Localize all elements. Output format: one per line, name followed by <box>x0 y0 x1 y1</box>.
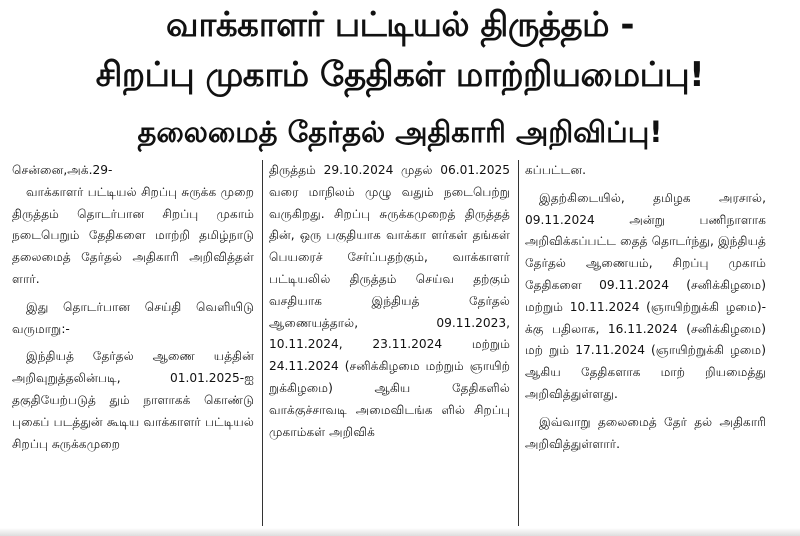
bottom-divider <box>0 528 800 536</box>
headline-line-2: சிறப்பு முகாம் தேதிகள் மாற்றியமைப்பு! <box>95 55 705 95</box>
paragraph: கப்பட்டன. <box>525 163 587 177</box>
article-body <box>6 160 796 526</box>
paragraph: வாக்காளர் பட்டியல் சிறப்பு சுருக்க முறை திருத்தம் தொடர்பான சிறப்பு முகாம் நடைபெறும் தேதிகளை மாற்றி தமிழ்நாடு தலைமைத் தேர்தல் அதிகாரி அறிவித்தள் ளார். <box>12 184 254 286</box>
column-3 <box>518 160 772 526</box>
subheadline: தலைமைத் தேர்தல் அதிகாரி அறிவிப்பு! <box>137 115 663 149</box>
column-2 <box>262 160 516 526</box>
paragraph: இவ்வாறு தலைமைத் தேர் தல் அதிகாரி அறிவித்துள்ளார். <box>525 414 766 451</box>
dateline: சென்னை,அக்.29- <box>12 163 113 177</box>
paragraph: இந்தியத் தேர்தல் ஆணை யத்தின் அறிவுறுத்தலின்படி, 01.01.2025-ஐ தகுதியேற்படுத் தும் நாளாகக் கொண்டு புகைப் படத்துன் கூடிய வாக்காளர் பட்டியல் சிறப்பு சுருக்கமுறை <box>12 349 254 451</box>
paragraph: இதற்கிடையில், தமிழக அரசால், 09.11.2024 அன்று பணிநாளாக அறிவிக்கப்பட்ட தைத் தொடர்ந்து, இந்தியத் தேர்தல் ஆணையம், சிறப்பு முகாம் தேதிகளை 09.11.2024 (சனிக்கிழமை) மற்றும் 10.11.2024 (ஞாயிற்றுக்கி ழமை)-க்கு பதிலாக, 16.11.2024 (சனிக்கிழமை) மற் றும் 17.11.2024 (ஞாயிற்றுக்கி ழமை) ஆகிய தேதிகளாக மாற் றியமைத்து அறிவித்துள்ளது. <box>525 190 766 401</box>
column-1 <box>6 160 260 526</box>
headline-line-1: வாக்காளர் பட்டியல் திருத்தம் - <box>166 5 634 45</box>
paragraph: இது தொடர்பான செய்தி வெளியிடு வருமாறு:- <box>12 299 254 336</box>
paragraph: திருத்தம் 29.10.2024 முதல் 06.01.2025 வரை மாநிலம் முழு வதும் நடைபெற்று வருகிறது. சிறப்பு சுருக்கமுறைத் திருத்தத் தின், ஒரு பகுதியாக வாக்கா ளர்கள் தங்கள் பெயரைச் சேர்ப்பதற்கும், வாக்காளர் பட்டியலில் திருத்தம் செய்வ தற்கும் வசதியாக இந்தியத் தேர்தல் ஆணையத்தால், 09.11.2023, 10.11.2024, 23.11.2024 மற்றும் 24.11.2024 (சனிக்கிழமை மற்றும் ஞாயிற் றுக்கிழமை) ஆகிய தேதிகளில் வாக்குச்சாவடி அமைவிடங்க ளில் சிறப்பு முகாம்கள் அறிவிக் <box>269 163 510 439</box>
